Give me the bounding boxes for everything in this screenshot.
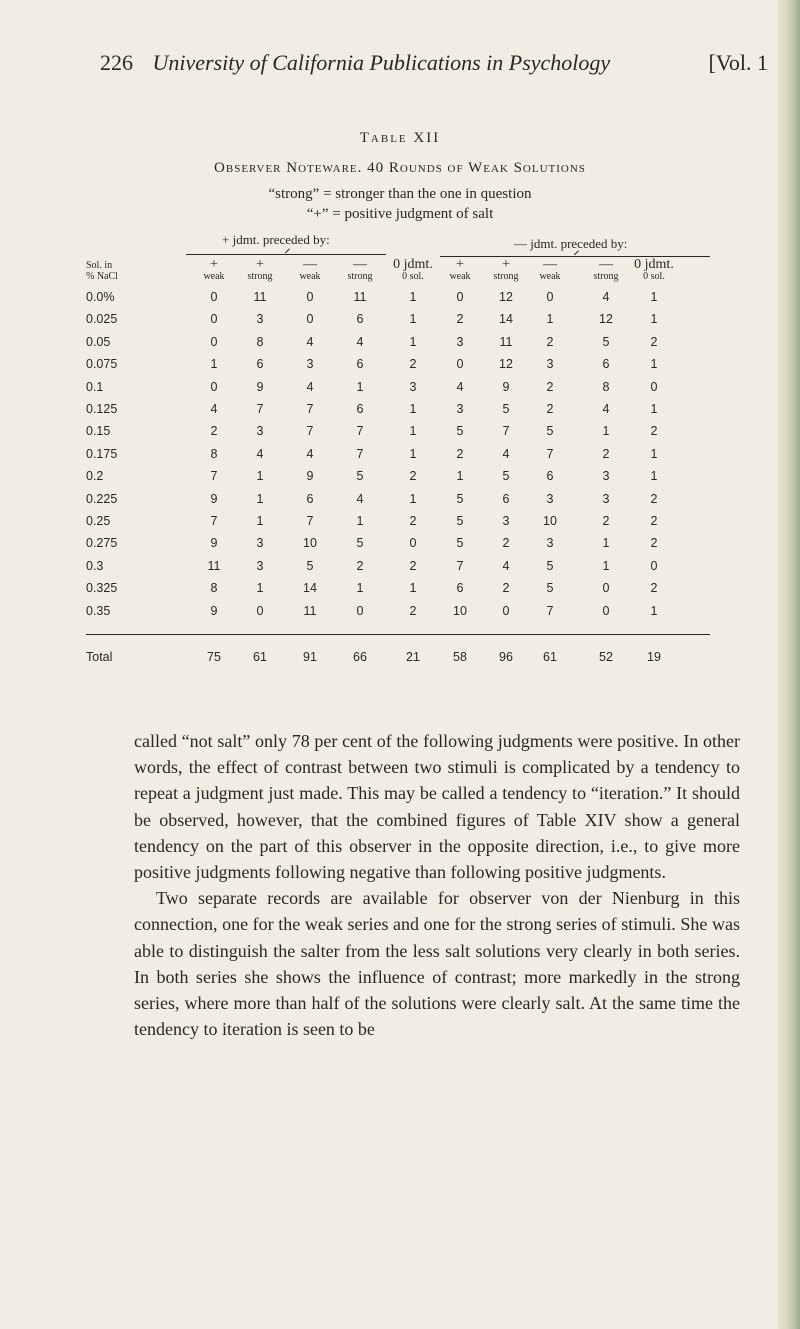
table-row-cell: 12 bbox=[499, 357, 513, 372]
table-row-cell: 0 bbox=[409, 536, 417, 551]
table-row-cell: 3 bbox=[256, 312, 264, 327]
table-row-cell: 4 bbox=[256, 446, 264, 461]
table-row-cell: 4 bbox=[456, 379, 464, 394]
table-row-cell: 6 bbox=[602, 357, 610, 372]
table-row-cell: 10 bbox=[453, 603, 467, 618]
table-row-label: 0.1 bbox=[86, 379, 104, 394]
table-row-label: 0.3 bbox=[86, 558, 104, 573]
table-row-cell: 1 bbox=[356, 379, 364, 394]
table-row-cell: 0 bbox=[456, 290, 464, 304]
total-row-label: Total bbox=[86, 650, 113, 664]
table-row-label: 0.35 bbox=[86, 603, 111, 618]
table-row-cell: 4 bbox=[306, 379, 314, 394]
table-row-cell: 7 bbox=[306, 514, 314, 528]
table-row-cell: 9 bbox=[210, 536, 218, 551]
table-row-cell: 1 bbox=[650, 312, 658, 327]
table-row-cell: 1 bbox=[356, 581, 364, 596]
table-row-cell: 3 bbox=[256, 536, 264, 551]
total-row-cell: 75 bbox=[207, 650, 221, 664]
row-label-header-line1: Sol. in bbox=[86, 260, 113, 271]
table-row-cell: 1 bbox=[409, 446, 417, 461]
table-row-cell: 1 bbox=[256, 514, 264, 528]
table-row-cell: 6 bbox=[546, 469, 554, 484]
table-row-cell: 2 bbox=[650, 581, 658, 596]
column-header bbox=[530, 258, 570, 282]
column-header-label: weak bbox=[449, 271, 471, 282]
table-row-cell: 3 bbox=[546, 536, 554, 551]
table-note-plus: “+” = positive judgment of salt bbox=[306, 206, 494, 222]
column-header-label: 0 sol. bbox=[643, 271, 665, 282]
table-row-cell: 1 bbox=[546, 312, 554, 327]
table-row-cell: 2 bbox=[546, 334, 554, 349]
table-row-cell: 2 bbox=[602, 514, 610, 528]
table-row-cell: 1 bbox=[650, 290, 658, 304]
table-row-cell: 0 bbox=[650, 379, 658, 394]
table-row-cell: 6 bbox=[456, 581, 464, 596]
table-row-cell: 4 bbox=[602, 290, 610, 304]
table-row-cell: 1 bbox=[356, 514, 364, 528]
table-row-cell: 9 bbox=[210, 603, 218, 618]
table-row-label: 0.125 bbox=[86, 402, 118, 416]
table-row-cell: 0 bbox=[210, 379, 218, 394]
table-row-cell: 1 bbox=[650, 357, 658, 372]
table-row-cell: 5 bbox=[306, 558, 314, 573]
table-row-cell: 4 bbox=[502, 558, 510, 573]
table-row-cell: 0 bbox=[602, 581, 610, 596]
body-text bbox=[134, 728, 740, 1042]
group-header-plus: + jdmt. preceded by: bbox=[222, 232, 330, 247]
table-row-cell: 1 bbox=[602, 424, 610, 439]
column-header-symbol: — bbox=[599, 257, 613, 272]
column-header-symbol: 0 jdmt. bbox=[393, 257, 433, 272]
table-row-cell: 3 bbox=[456, 334, 464, 349]
table-row-cell: 11 bbox=[303, 603, 317, 618]
table-row-cell: 9 bbox=[210, 491, 218, 506]
table-row-cell: 1 bbox=[409, 312, 417, 327]
table-row-cell: 0 bbox=[306, 312, 314, 327]
column-header bbox=[484, 258, 528, 282]
table-row-label: 0.175 bbox=[86, 446, 118, 461]
table-row-cell: 3 bbox=[546, 357, 554, 372]
table-row-cell: 2 bbox=[502, 581, 510, 596]
column-header-label: weak bbox=[539, 271, 561, 282]
column-header-symbol: 0 jdmt. bbox=[634, 257, 674, 272]
table-row-label: 0.2 bbox=[86, 469, 104, 484]
total-row-cell: 21 bbox=[406, 650, 420, 664]
table-row-cell: 6 bbox=[356, 312, 364, 327]
table-row-cell: 0 bbox=[210, 334, 218, 349]
table-row-cell: 9 bbox=[502, 379, 510, 394]
table-row-cell: 0 bbox=[356, 603, 364, 618]
table-row-cell: 1 bbox=[456, 469, 464, 484]
table-subtitle: Observer Noteware. 40 Rounds of Weak Solutions bbox=[214, 160, 586, 176]
table-row-cell: 2 bbox=[546, 379, 554, 394]
table-row-cell: 5 bbox=[502, 469, 510, 484]
column-header-label: weak bbox=[299, 271, 321, 282]
column-header bbox=[584, 258, 628, 282]
table-row-label: 0.25 bbox=[86, 514, 111, 528]
column-header-symbol: + bbox=[502, 257, 510, 272]
table-row-cell: 6 bbox=[256, 357, 264, 372]
table-row-cell: 2 bbox=[409, 603, 417, 618]
table-row-cell: 5 bbox=[356, 536, 364, 551]
table-row-label: 0.0% bbox=[86, 290, 115, 304]
table-row-cell: 4 bbox=[356, 334, 364, 349]
table-row-label: 0.025 bbox=[86, 312, 118, 327]
table-row-cell: 6 bbox=[356, 402, 364, 416]
table-row-cell: 7 bbox=[546, 446, 554, 461]
table-row-cell: 2 bbox=[356, 558, 364, 573]
table-row-cell: 3 bbox=[256, 558, 264, 573]
table-row-cell: 1 bbox=[602, 536, 610, 551]
table-row-cell: 1 bbox=[256, 469, 264, 484]
table-row-cell: 3 bbox=[602, 491, 610, 506]
column-header-label: strong bbox=[593, 271, 619, 282]
column-header bbox=[238, 258, 282, 282]
total-rule bbox=[86, 634, 710, 635]
column-header bbox=[194, 258, 234, 282]
table-row-cell: 7 bbox=[546, 603, 554, 618]
table-row-cell: 0 bbox=[502, 603, 510, 618]
table-row-label: 0.15 bbox=[86, 424, 111, 439]
column-header-label: strong bbox=[347, 271, 373, 282]
total-row-cell: 61 bbox=[543, 650, 557, 664]
publication-title: University of California Publications in Psychology bbox=[152, 50, 611, 75]
total-row-cell: 58 bbox=[453, 650, 467, 664]
table-row-label: 0.275 bbox=[86, 536, 118, 551]
column-header bbox=[632, 258, 676, 282]
table-row-cell: 8 bbox=[210, 446, 218, 461]
column-header bbox=[290, 258, 330, 282]
table-row-cell: 2 bbox=[456, 312, 464, 327]
table-row-cell: 2 bbox=[409, 469, 417, 484]
column-header-symbol: — bbox=[543, 257, 557, 272]
table-row-cell: 2 bbox=[210, 424, 218, 439]
table-row-cell: 9 bbox=[256, 379, 264, 394]
table-row-cell: 0 bbox=[256, 603, 264, 618]
table-row-cell: 3 bbox=[456, 402, 464, 416]
table-row-cell: 1 bbox=[409, 290, 417, 304]
total-row-cell: 19 bbox=[647, 650, 661, 664]
volume-label: [Vol. 1 bbox=[708, 50, 768, 75]
table-row-cell: 1 bbox=[409, 491, 417, 506]
table-row-cell: 2 bbox=[650, 491, 658, 506]
table-row-cell: 2 bbox=[456, 446, 464, 461]
table-row-cell: 8 bbox=[256, 334, 264, 349]
table-row-cell: 7 bbox=[210, 469, 218, 484]
table-row-cell: 0 bbox=[546, 290, 554, 304]
table-row-cell: 4 bbox=[306, 334, 314, 349]
data-table bbox=[86, 226, 710, 696]
column-header-symbol: — bbox=[353, 257, 367, 272]
table-row-cell: 7 bbox=[356, 446, 364, 461]
table-row-cell: 1 bbox=[409, 402, 417, 416]
table-row-cell: 1 bbox=[256, 491, 264, 506]
table-row-cell: 2 bbox=[650, 424, 658, 439]
table-row-cell: 0 bbox=[602, 603, 610, 618]
table-row-cell: 0 bbox=[650, 558, 658, 573]
table-row-cell: 2 bbox=[546, 402, 554, 416]
column-header-symbol: + bbox=[256, 257, 264, 272]
table-row-cell: 2 bbox=[409, 357, 417, 372]
table-row-label: 0.05 bbox=[86, 334, 111, 349]
table-row-cell: 11 bbox=[253, 290, 267, 304]
table-row-cell: 1 bbox=[650, 446, 658, 461]
table-row-cell: 5 bbox=[456, 536, 464, 551]
table-row-cell: 7 bbox=[356, 424, 364, 439]
total-row-cell: 61 bbox=[253, 650, 267, 664]
table-row-cell: 5 bbox=[502, 402, 510, 416]
table-row-cell: 12 bbox=[499, 290, 513, 304]
total-row-cell: 96 bbox=[499, 650, 513, 664]
table-row-label: 0.075 bbox=[86, 357, 118, 372]
table-row-cell: 11 bbox=[499, 334, 513, 349]
table-row-label: 0.225 bbox=[86, 491, 118, 506]
table-row-cell: 1 bbox=[409, 334, 417, 349]
table-row-cell: 2 bbox=[602, 446, 610, 461]
table-row-cell: 2 bbox=[409, 558, 417, 573]
column-header-label: weak bbox=[203, 271, 225, 282]
table-note-strong: “strong” = stronger than the one in question bbox=[268, 186, 532, 202]
table-row-cell: 2 bbox=[650, 514, 658, 528]
table-row-cell: 2 bbox=[409, 514, 417, 528]
table-row-cell: 2 bbox=[650, 536, 658, 551]
table-row-cell: 14 bbox=[303, 581, 317, 596]
table-row-cell: 11 bbox=[207, 558, 221, 573]
table-row-cell: 5 bbox=[546, 558, 554, 573]
table-row-cell: 0 bbox=[210, 312, 218, 327]
table-row-cell: 0 bbox=[210, 290, 218, 304]
table-row-cell: 1 bbox=[650, 603, 658, 618]
row-label-header-line2: % NaCl bbox=[86, 271, 118, 282]
table-row-cell: 1 bbox=[210, 357, 218, 372]
table-title: Table XII bbox=[359, 130, 441, 146]
table-row-cell: 11 bbox=[353, 290, 367, 304]
column-header bbox=[438, 258, 482, 282]
row-label-header bbox=[86, 260, 118, 282]
table-row-cell: 7 bbox=[456, 558, 464, 573]
table-row-cell: 8 bbox=[210, 581, 218, 596]
total-row-cell: 91 bbox=[303, 650, 317, 664]
column-header-symbol: + bbox=[210, 257, 218, 272]
table-row-cell: 9 bbox=[306, 469, 314, 484]
table-row-cell: 14 bbox=[499, 312, 513, 327]
column-header-symbol: — bbox=[303, 257, 317, 272]
column-header-label: strong bbox=[247, 271, 273, 282]
table-row-cell: 12 bbox=[599, 312, 613, 327]
column-header bbox=[338, 258, 382, 282]
table-row-cell: 4 bbox=[210, 402, 218, 416]
table-row-cell: 0 bbox=[306, 290, 314, 304]
page-number: 226 bbox=[100, 50, 133, 75]
total-row-cell: 66 bbox=[353, 650, 367, 664]
table-row-cell: 6 bbox=[502, 491, 510, 506]
table-row-cell: 1 bbox=[409, 424, 417, 439]
group-header-minus: — jdmt. preceded by: bbox=[514, 236, 628, 251]
table-row-cell: 7 bbox=[256, 402, 264, 416]
table-row-cell: 5 bbox=[602, 334, 610, 349]
paragraph-2: Two separate records are available for observer von der Nienburg in this connection, one for the weak series and one for the strong series of stimuli. She was able to distinguish the salter from the less salt solutions very clearly in both series. In both series she shows the influence of contrast; more markedly in the strong series, where more than half of the solutions were clearly salt. At the same time the tendency to iteration is seen to be bbox=[134, 888, 740, 1040]
table-row-cell: 3 bbox=[502, 514, 510, 528]
table-row-cell: 4 bbox=[306, 446, 314, 461]
table-row-cell: 3 bbox=[409, 379, 417, 394]
table-row-cell: 4 bbox=[356, 491, 364, 506]
table-row-cell: 1 bbox=[602, 558, 610, 573]
table-row-cell: 6 bbox=[306, 491, 314, 506]
table-row-cell: 7 bbox=[306, 402, 314, 416]
column-header-label: strong bbox=[493, 271, 519, 282]
column-header-symbol: + bbox=[456, 257, 464, 272]
table-row-cell: 1 bbox=[409, 581, 417, 596]
table-row-cell: 3 bbox=[306, 357, 314, 372]
table-row-cell: 3 bbox=[602, 469, 610, 484]
table-row-cell: 7 bbox=[306, 424, 314, 439]
column-header-label: 0 sol. bbox=[402, 271, 424, 282]
table-row-cell: 5 bbox=[546, 581, 554, 596]
table-row-cell: 10 bbox=[303, 536, 317, 551]
table-row-cell: 5 bbox=[456, 424, 464, 439]
table-row-cell: 2 bbox=[650, 334, 658, 349]
table-row-cell: 7 bbox=[502, 424, 510, 439]
table-row-cell: 5 bbox=[456, 491, 464, 506]
table-row-cell: 1 bbox=[256, 581, 264, 596]
table-row-cell: 6 bbox=[356, 357, 364, 372]
table-row-label: 0.325 bbox=[86, 581, 118, 596]
running-head bbox=[100, 50, 768, 76]
total-row-cell: 52 bbox=[599, 650, 613, 664]
table-row-cell: 3 bbox=[256, 424, 264, 439]
column-header bbox=[390, 258, 436, 282]
table-row-cell: 2 bbox=[502, 536, 510, 551]
table-row-cell: 0 bbox=[456, 357, 464, 372]
table-row-cell: 4 bbox=[502, 446, 510, 461]
table-row-cell: 5 bbox=[356, 469, 364, 484]
table-row-cell: 1 bbox=[650, 402, 658, 416]
table-row-cell: 4 bbox=[602, 402, 610, 416]
table-row-cell: 7 bbox=[210, 514, 218, 528]
table-row-cell: 5 bbox=[546, 424, 554, 439]
table-row-cell: 3 bbox=[546, 491, 554, 506]
table-row-cell: 8 bbox=[602, 379, 610, 394]
table-row-cell: 5 bbox=[456, 514, 464, 528]
paragraph-1: called “not salt” only 78 per cent of the following judgments were positive. In other words, the effect of contrast between two stimuli is complicated by a tendency to repeat a judgment just made. This may be called a tendency to “iteration.” It should be observed, however, that the combined figures of Table XIV show a general tendency on the part of this observer in the opposite direction, i.e., to give more positive judgments following negative than following positive judgments. bbox=[134, 731, 740, 883]
table-row-cell: 10 bbox=[543, 514, 557, 528]
table-row-cell: 1 bbox=[650, 469, 658, 484]
